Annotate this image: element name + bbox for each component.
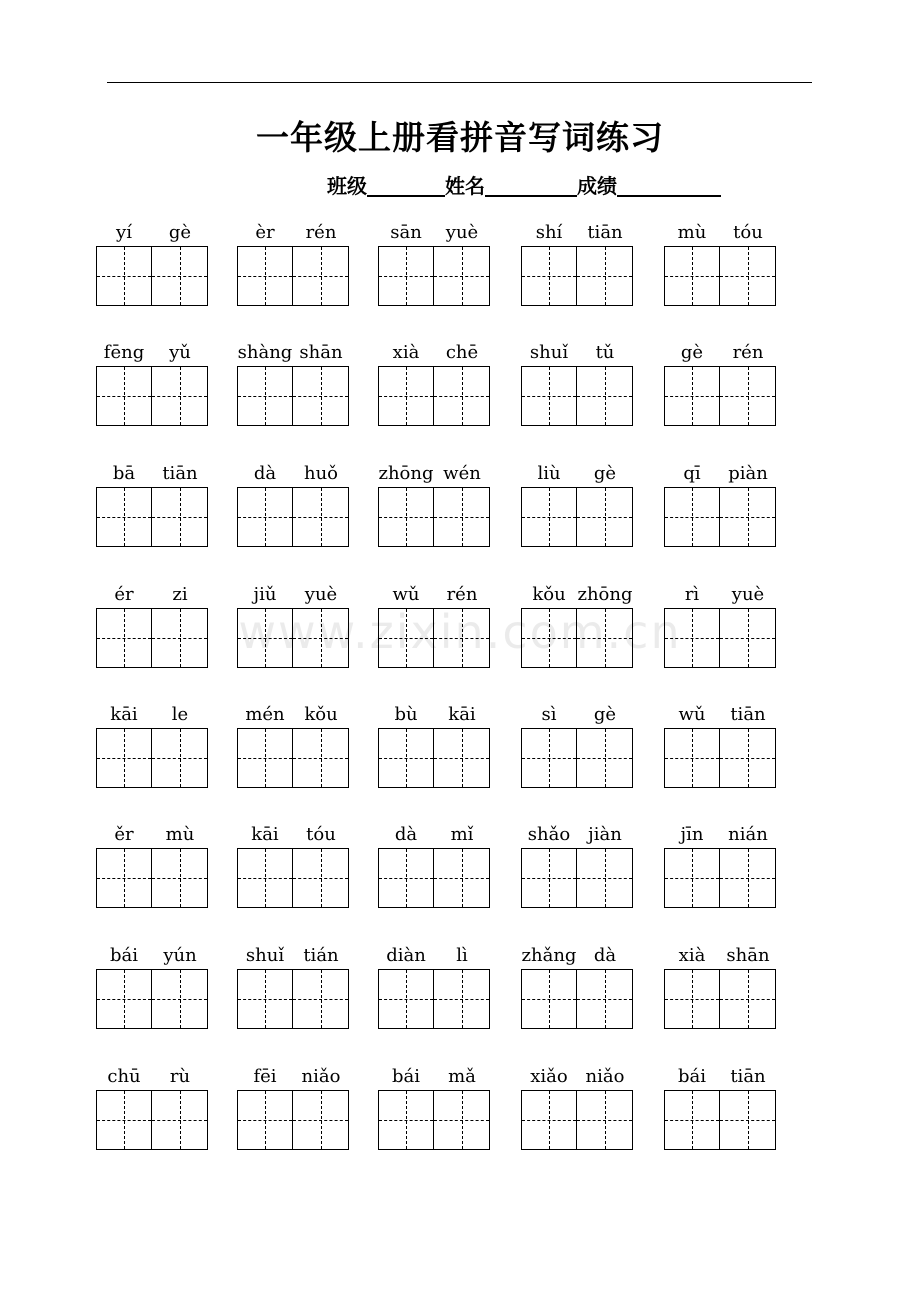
pinyin-syllable: yǔ: [169, 342, 191, 363]
pinyin-line: [664, 945, 776, 969]
pinyin-line: [378, 463, 490, 487]
pinyin-line: [237, 342, 349, 366]
character-box[interactable]: [293, 1090, 349, 1150]
pinyin-line: [378, 584, 490, 608]
pinyin-syllable: rén: [305, 222, 337, 243]
pinyin-syllable: kǒu: [304, 704, 338, 725]
character-box[interactable]: [293, 246, 349, 306]
character-box[interactable]: [664, 366, 720, 426]
character-box[interactable]: [664, 1090, 720, 1150]
character-box[interactable]: [521, 608, 577, 668]
character-box[interactable]: [96, 1090, 152, 1150]
pinyin-line: [521, 342, 633, 366]
pinyin-syllable: bái: [677, 1066, 706, 1087]
class-blank[interactable]: [367, 173, 445, 197]
pinyin-line: [96, 704, 208, 728]
character-box[interactable]: [664, 728, 720, 788]
pinyin-line: [237, 824, 349, 848]
pinyin-syllable: shān: [299, 342, 343, 363]
character-box[interactable]: [237, 487, 293, 547]
pinyin-syllable: nián: [728, 824, 768, 845]
pinyin-syllable: piàn: [728, 463, 768, 484]
pinyin-syllable: jiàn: [588, 824, 622, 845]
character-box[interactable]: [237, 366, 293, 426]
character-box[interactable]: [577, 1090, 633, 1150]
character-box[interactable]: [293, 366, 349, 426]
pinyin-syllable: diàn: [386, 945, 426, 966]
pinyin-syllable: bā: [112, 463, 136, 484]
writing-grid: [378, 246, 490, 306]
pinyin-syllable: tiān: [162, 463, 198, 484]
pinyin-line: [96, 1066, 208, 1090]
character-box[interactable]: [434, 366, 490, 426]
character-box[interactable]: [237, 608, 293, 668]
writing-grid: [237, 1090, 349, 1150]
pinyin-line: [96, 342, 208, 366]
pinyin-syllable: sān: [390, 222, 422, 243]
pinyin-syllable: kāi: [448, 704, 476, 725]
character-box[interactable]: [293, 969, 349, 1029]
pinyin-syllable: rén: [446, 584, 478, 605]
character-box[interactable]: [434, 608, 490, 668]
writing-grid: [521, 1090, 633, 1150]
pinyin-line: [378, 945, 490, 969]
pinyin-syllable: yuè: [445, 222, 479, 243]
pinyin-syllable: jiǔ: [253, 584, 277, 605]
character-box[interactable]: [237, 246, 293, 306]
pinyin-syllable: zhōng: [378, 463, 434, 484]
character-box[interactable]: [237, 848, 293, 908]
pinyin-syllable: shuǐ: [529, 342, 569, 363]
pinyin-syllable: tóu: [306, 824, 336, 845]
writing-grid: [521, 728, 633, 788]
pinyin-syllable: mén: [245, 704, 285, 725]
character-box[interactable]: [720, 246, 776, 306]
pinyin-syllable: sì: [541, 704, 557, 725]
writing-grid: [96, 366, 208, 426]
pinyin-line: [96, 222, 208, 246]
writing-grid: [96, 487, 208, 547]
pinyin-syllable: dà: [253, 463, 277, 484]
pinyin-line: [378, 222, 490, 246]
pinyin-line: [96, 945, 208, 969]
writing-grid: [96, 848, 208, 908]
writing-grid: [96, 969, 208, 1029]
pinyin-syllable: mù: [677, 222, 707, 243]
pinyin-syllable: tóu: [733, 222, 763, 243]
character-box[interactable]: [378, 1090, 434, 1150]
pinyin-line: [521, 824, 633, 848]
character-box[interactable]: [521, 366, 577, 426]
pinyin-syllable: yún: [163, 945, 197, 966]
pinyin-syllable: huǒ: [303, 463, 339, 484]
pinyin-syllable: gè: [168, 222, 192, 243]
character-box[interactable]: [521, 848, 577, 908]
pinyin-line: [664, 342, 776, 366]
pinyin-syllable: xiǎo: [530, 1066, 568, 1087]
pinyin-line: [378, 342, 490, 366]
pinyin-syllable: mǐ: [450, 824, 474, 845]
writing-grid: [96, 608, 208, 668]
character-box[interactable]: [237, 1090, 293, 1150]
pinyin-syllable: lì: [456, 945, 468, 966]
pinyin-line: [521, 945, 633, 969]
writing-grid: [664, 969, 776, 1029]
character-box[interactable]: [577, 848, 633, 908]
pinyin-syllable: zhōng: [577, 584, 633, 605]
pinyin-syllable: xià: [678, 945, 706, 966]
writing-grid: [96, 246, 208, 306]
character-box[interactable]: [664, 969, 720, 1029]
character-box[interactable]: [434, 1090, 490, 1150]
character-box[interactable]: [152, 366, 208, 426]
character-box[interactable]: [577, 728, 633, 788]
character-box[interactable]: [577, 608, 633, 668]
character-box[interactable]: [152, 848, 208, 908]
character-box[interactable]: [521, 487, 577, 547]
writing-grid: [237, 608, 349, 668]
writing-grid: [378, 608, 490, 668]
writing-grid: [521, 246, 633, 306]
character-box[interactable]: [720, 487, 776, 547]
pinyin-syllable: rén: [732, 342, 764, 363]
writing-grid: [378, 969, 490, 1029]
writing-grid: [378, 487, 490, 547]
pinyin-line: [96, 824, 208, 848]
character-box[interactable]: [434, 487, 490, 547]
writing-grid: [664, 728, 776, 788]
pinyin-syllable: jīn: [680, 824, 704, 845]
pinyin-syllable: bái: [391, 1066, 420, 1087]
character-box[interactable]: [378, 246, 434, 306]
character-box[interactable]: [720, 1090, 776, 1150]
writing-grid: [378, 1090, 490, 1150]
character-box[interactable]: [237, 969, 293, 1029]
character-box[interactable]: [577, 246, 633, 306]
character-box[interactable]: [664, 487, 720, 547]
pinyin-syllable: gè: [593, 463, 617, 484]
student-info-line: [327, 170, 721, 199]
pinyin-line: [378, 824, 490, 848]
writing-grid: [378, 848, 490, 908]
character-box[interactable]: [720, 608, 776, 668]
character-box[interactable]: [237, 728, 293, 788]
writing-grid: [96, 1090, 208, 1150]
pinyin-syllable: kāi: [110, 704, 138, 725]
pinyin-syllable: chū: [107, 1066, 141, 1087]
character-box[interactable]: [96, 608, 152, 668]
character-box[interactable]: [152, 246, 208, 306]
character-box[interactable]: [720, 366, 776, 426]
character-box[interactable]: [378, 848, 434, 908]
pinyin-syllable: kǒu: [532, 584, 566, 605]
top-rule: [107, 82, 812, 83]
character-box[interactable]: [720, 848, 776, 908]
writing-grid: [237, 487, 349, 547]
pinyin-syllable: ěr: [114, 824, 134, 845]
writing-grid: [521, 487, 633, 547]
pinyin-syllable: qī: [683, 463, 701, 484]
character-box[interactable]: [664, 848, 720, 908]
pinyin-syllable: bái: [109, 945, 138, 966]
writing-grid: [237, 728, 349, 788]
writing-grid: [237, 366, 349, 426]
pinyin-syllable: gè: [680, 342, 704, 363]
character-box[interactable]: [378, 366, 434, 426]
character-box[interactable]: [664, 246, 720, 306]
pinyin-syllable: yuè: [731, 584, 765, 605]
pinyin-syllable: le: [171, 704, 189, 725]
character-box[interactable]: [152, 1090, 208, 1150]
name-label: 姓名: [445, 174, 485, 198]
character-box[interactable]: [521, 969, 577, 1029]
pinyin-line: [378, 1066, 490, 1090]
character-box[interactable]: [378, 969, 434, 1029]
pinyin-syllable: mù: [165, 824, 195, 845]
character-box[interactable]: [378, 487, 434, 547]
pinyin-syllable: yí: [116, 222, 132, 243]
pinyin-syllable: fēi: [253, 1066, 277, 1087]
writing-grid: [664, 608, 776, 668]
watermark: www.zixin.com.cn: [238, 605, 682, 659]
pinyin-line: [521, 222, 633, 246]
pinyin-syllable: dà: [593, 945, 617, 966]
pinyin-syllable: shǎo: [527, 824, 571, 845]
writing-grid: [521, 969, 633, 1029]
character-box[interactable]: [720, 969, 776, 1029]
writing-grid: [521, 608, 633, 668]
pinyin-syllable: tiān: [587, 222, 623, 243]
pinyin-syllable: shàng: [237, 342, 293, 363]
pinyin-line: [664, 584, 776, 608]
character-box[interactable]: [664, 608, 720, 668]
character-box[interactable]: [577, 969, 633, 1029]
pinyin-syllable: tǔ: [595, 342, 615, 363]
writing-grid: [664, 366, 776, 426]
character-box[interactable]: [521, 1090, 577, 1150]
pinyin-syllable: liù: [537, 463, 561, 484]
character-box[interactable]: [293, 848, 349, 908]
pinyin-syllable: zhǎng: [521, 945, 577, 966]
writing-grid: [664, 487, 776, 547]
pinyin-line: [521, 584, 633, 608]
pinyin-syllable: gè: [593, 704, 617, 725]
character-box[interactable]: [96, 487, 152, 547]
pinyin-syllable: kāi: [251, 824, 279, 845]
pinyin-syllable: mǎ: [448, 1066, 476, 1087]
pinyin-syllable: wǔ: [392, 584, 420, 605]
pinyin-syllable: shān: [726, 945, 770, 966]
pinyin-syllable: niǎo: [301, 1066, 341, 1087]
pinyin-syllable: yuè: [304, 584, 338, 605]
pinyin-line: [521, 463, 633, 487]
pinyin-syllable: wén: [443, 463, 481, 484]
pinyin-syllable: tián: [303, 945, 339, 966]
pinyin-syllable: rù: [169, 1066, 191, 1087]
pinyin-syllable: dà: [394, 824, 418, 845]
character-box[interactable]: [378, 608, 434, 668]
pinyin-syllable: shuǐ: [245, 945, 285, 966]
character-box[interactable]: [293, 728, 349, 788]
writing-grid: [521, 366, 633, 426]
character-box[interactable]: [152, 608, 208, 668]
character-box[interactable]: [434, 728, 490, 788]
character-box[interactable]: [152, 487, 208, 547]
character-box[interactable]: [152, 969, 208, 1029]
pinyin-line: [237, 222, 349, 246]
character-box[interactable]: [577, 366, 633, 426]
character-box[interactable]: [293, 608, 349, 668]
name-blank[interactable]: [485, 173, 577, 197]
writing-grid: [237, 246, 349, 306]
character-box[interactable]: [720, 728, 776, 788]
score-label: 成绩: [577, 174, 617, 198]
writing-grid: [664, 246, 776, 306]
character-box[interactable]: [96, 969, 152, 1029]
character-box[interactable]: [521, 728, 577, 788]
character-box[interactable]: [96, 246, 152, 306]
pinyin-line: [664, 463, 776, 487]
character-box[interactable]: [521, 246, 577, 306]
pinyin-line: [237, 463, 349, 487]
writing-grid: [237, 969, 349, 1029]
character-box[interactable]: [96, 848, 152, 908]
character-box[interactable]: [434, 848, 490, 908]
pinyin-syllable: zi: [172, 584, 188, 605]
writing-grid: [378, 728, 490, 788]
pinyin-line: [521, 704, 633, 728]
pinyin-line: [96, 463, 208, 487]
pinyin-line: [664, 222, 776, 246]
pinyin-line: [237, 1066, 349, 1090]
character-box[interactable]: [577, 487, 633, 547]
pinyin-line: [664, 704, 776, 728]
pinyin-line: [378, 704, 490, 728]
pinyin-syllable: èr: [255, 222, 275, 243]
pinyin-syllable: chē: [445, 342, 479, 363]
writing-grid: [378, 366, 490, 426]
character-box[interactable]: [378, 728, 434, 788]
character-box[interactable]: [96, 366, 152, 426]
worksheet-title: 一年级上册看拼音写词练习: [256, 118, 664, 157]
character-box[interactable]: [96, 728, 152, 788]
pinyin-syllable: tiān: [730, 1066, 766, 1087]
character-box[interactable]: [434, 246, 490, 306]
pinyin-syllable: rì: [684, 584, 700, 605]
pinyin-line: [237, 945, 349, 969]
pinyin-syllable: tiān: [730, 704, 766, 725]
pinyin-syllable: niǎo: [585, 1066, 625, 1087]
pinyin-syllable: shí: [535, 222, 563, 243]
pinyin-line: [237, 584, 349, 608]
score-blank[interactable]: [617, 173, 721, 197]
pinyin-line: [664, 1066, 776, 1090]
pinyin-syllable: bù: [394, 704, 418, 725]
pinyin-line: [664, 824, 776, 848]
character-box[interactable]: [293, 487, 349, 547]
writing-grid: [664, 1090, 776, 1150]
pinyin-line: [237, 704, 349, 728]
character-box[interactable]: [152, 728, 208, 788]
writing-grid: [237, 848, 349, 908]
pinyin-syllable: ér: [114, 584, 134, 605]
pinyin-line: [96, 584, 208, 608]
pinyin-line: [521, 1066, 633, 1090]
character-box[interactable]: [434, 969, 490, 1029]
writing-grid: [521, 848, 633, 908]
pinyin-syllable: fēng: [103, 342, 145, 363]
writing-grid: [96, 728, 208, 788]
pinyin-syllable: xià: [392, 342, 420, 363]
writing-grid: [664, 848, 776, 908]
class-label: 班级: [327, 174, 367, 198]
pinyin-syllable: wǔ: [678, 704, 706, 725]
